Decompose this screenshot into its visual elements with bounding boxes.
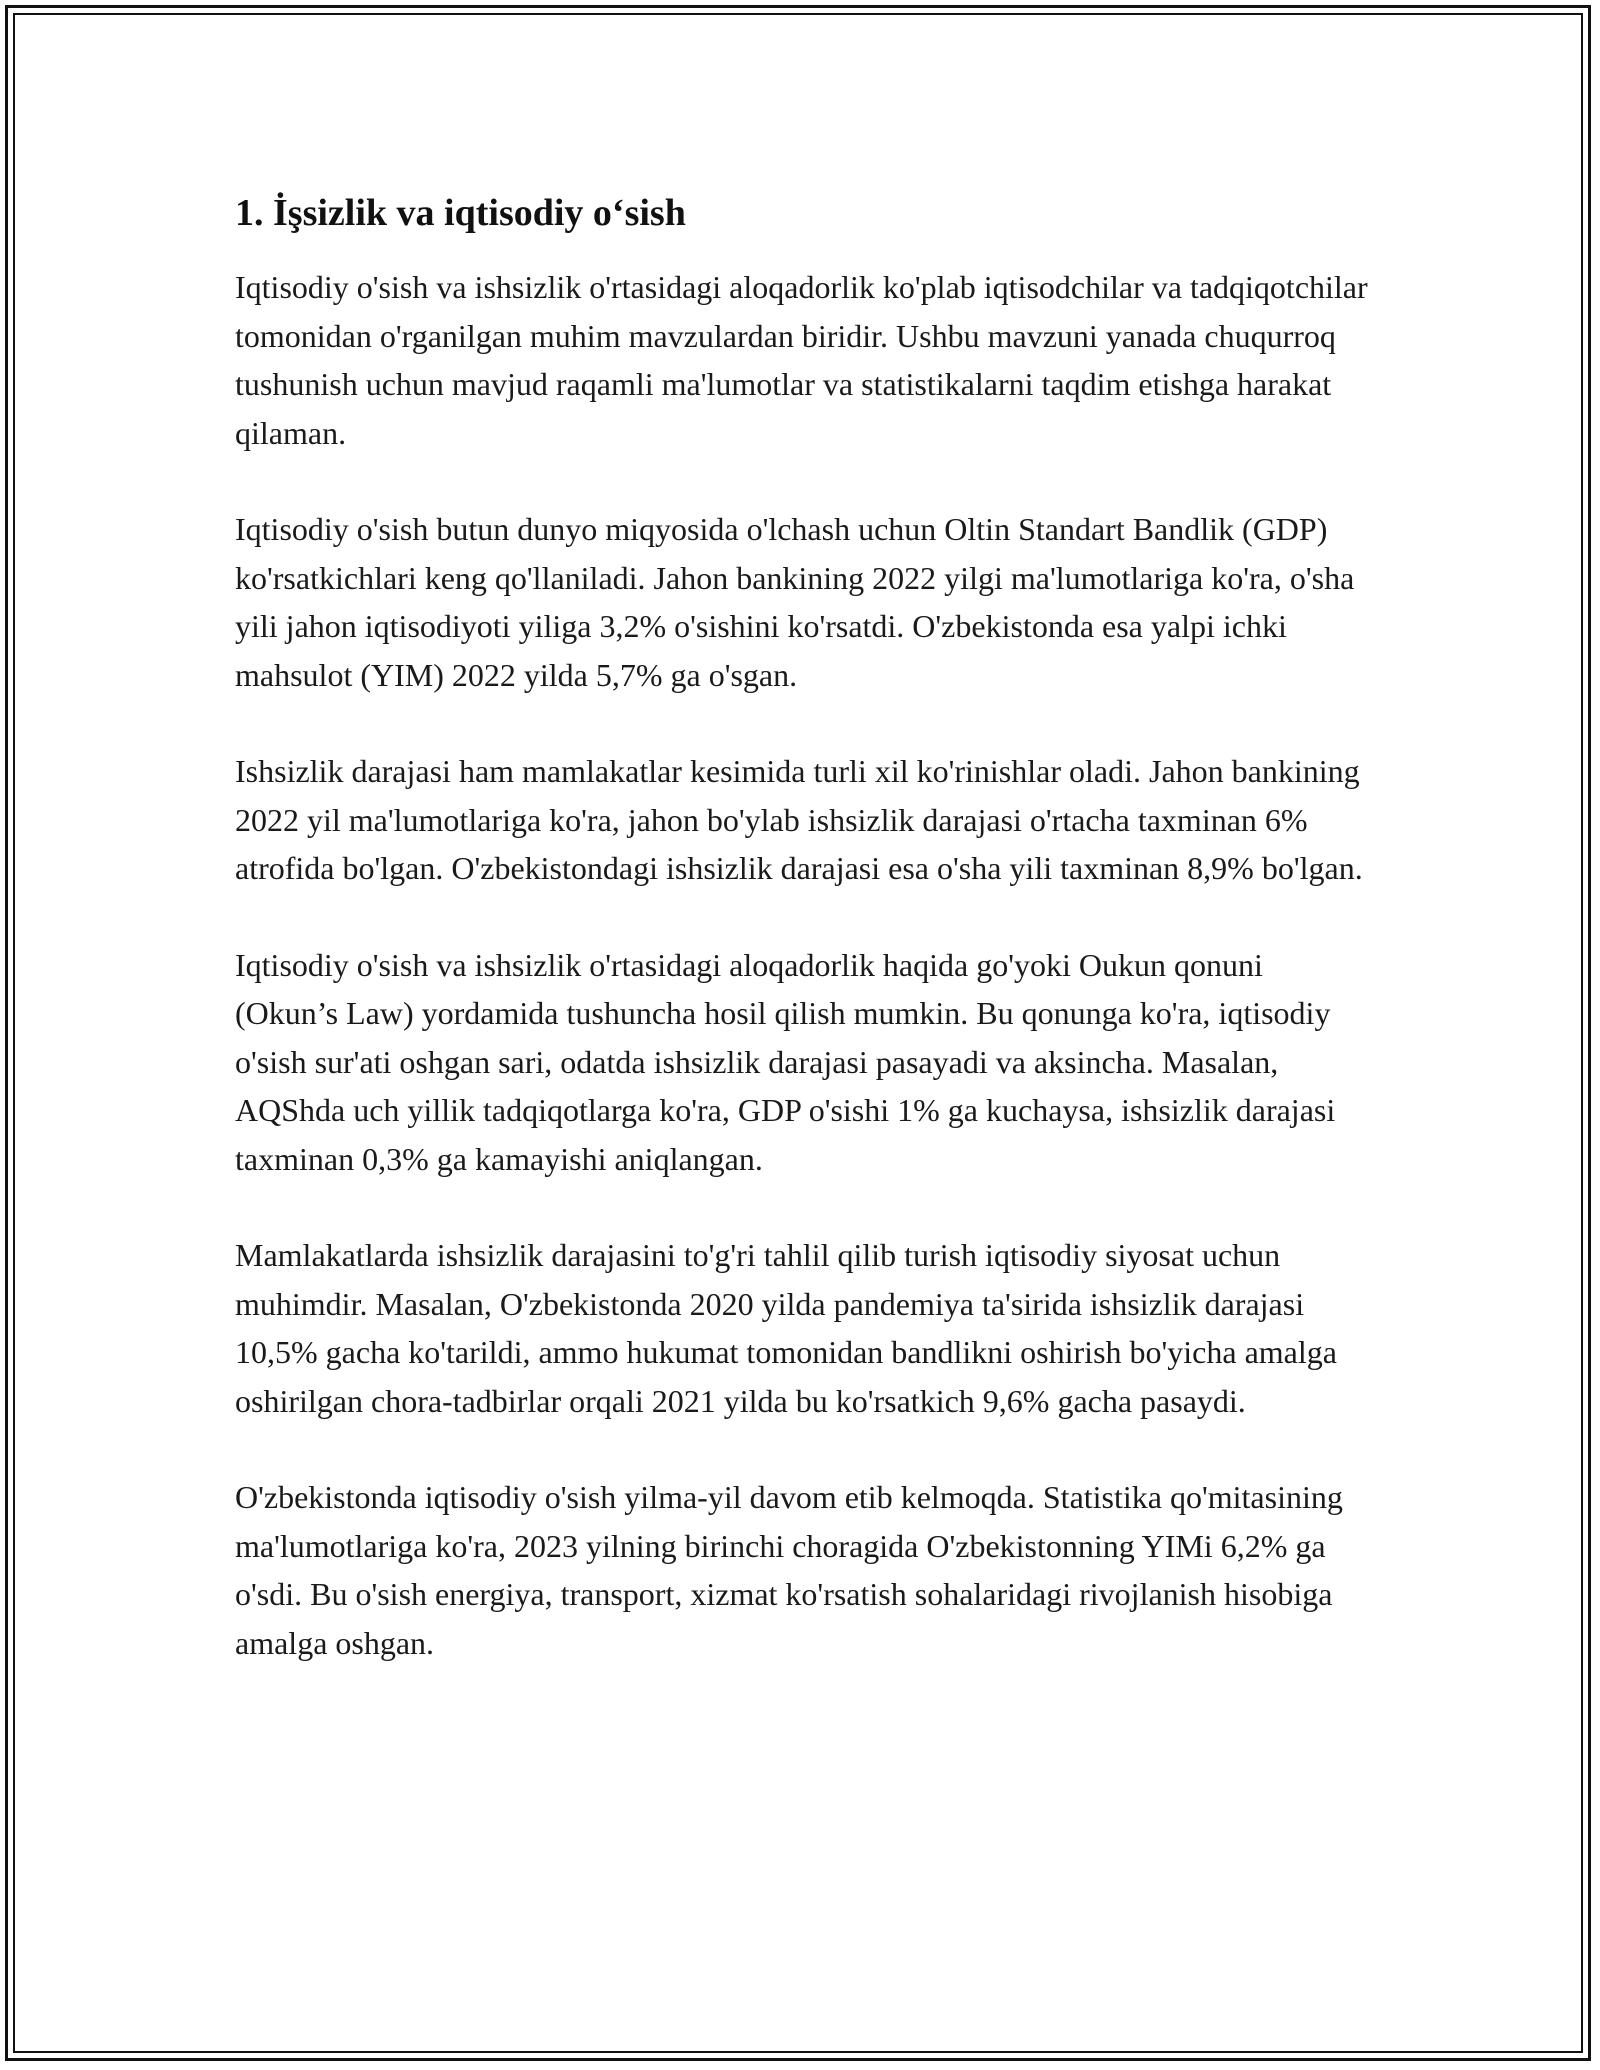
paragraph-intro: Iqtisodiy o'sish va ishsizlik o'rtasidagi aloqadorlik ko'plab iqtisodchilar va tadqiqotchilar tomonidan o'rganilgan muhim mavzulardan biridir. Ushbu mavzuni yanada chuqurroq tushunish uchun mavjud raqamli ma'lumotlar va statistikalarni taqdim etishga harakat qilaman. xyxy=(235,269,1368,451)
paragraph-unemployment-rate: Ishsizlik darajasi ham mamlakatlar kesimida turli xil ko'rinishlar oladi. Jahon bankining 2022 yil ma'lumotlariga ko'ra, jahon bo'ylab ishsizlik darajasi o'rtacha taxminan 6% atrofida bo'lgan. O'zbekistondagi ishsizlik darajasi esa o'sha yili taxminan 8,9% bo'lgan. xyxy=(235,753,1363,886)
paragraph-gdp-growth: Iqtisodiy o'sish butun dunyo miqyosida o'lchash uchun Oltin Standart Bandlik (GDP) ko'rsatkichlari keng qo'llaniladi. Jahon bankining 2022 yilgi ma'lumotlariga ko'ra, o'sha yili jahon iqtisodiyoti yiliga 3,2% o'sishini ko'rsatdi. O'zbekistonda esa yalpi ichki mahsulot (YIM) 2022 yilda 5,7% ga o'sgan. xyxy=(235,511,1355,693)
section-heading: 1. İşsizlik va iqtisodiy o‘sish xyxy=(235,192,686,234)
document-body xyxy=(235,185,1370,1715)
paragraph-policy: Mamlakatlarda ishsizlik darajasini to'g'ri tahlil qilib turish iqtisodiy siyosat uchun muhimdir. Masalan, O'zbekistonda 2020 yilda pandemiya ta'sirida ishsizlik darajasi 10,5% gacha ko'tarildi, ammo hukumat tomonidan bandlikni oshirish bo'yicha amalga oshirilgan chora-tadbirlar orqali 2021 yilda bu ko'rsatkich 9,6% gacha pasaydi. xyxy=(235,1237,1337,1419)
paragraph-uzbekistan-growth: O'zbekistonda iqtisodiy o'sish yilma-yil davom etib kelmoqda. Statistika qo'mitasining ma'lumotlariga ko'ra, 2023 yilning birinchi choragida O'zbekistonning YIMi 6,2% ga o'sdi. Bu o'sish energiya, transport, xizmat ko'rsatish sohalaridagi rivojlanish hisobiga amalga oshgan. xyxy=(235,1479,1343,1661)
paragraph-okuns-law: Iqtisodiy o'sish va ishsizlik o'rtasidagi aloqadorlik haqida go'yoki Oukun qonuni (Okun’s Law) yordamida tushuncha hosil qilish mumkin. Bu qonunga ko'ra, iqtisodiy o'sish sur'ati oshgan sari, odatda ishsizlik darajasi pasayadi va aksincha. Masalan, AQShda uch yillik tadqiqotlarga ko'ra, GDP o'sishi 1% ga kuchaysa, ishsizlik darajasi taxminan 0,3% ga kamayishi aniqlangan. xyxy=(235,946,1336,1177)
